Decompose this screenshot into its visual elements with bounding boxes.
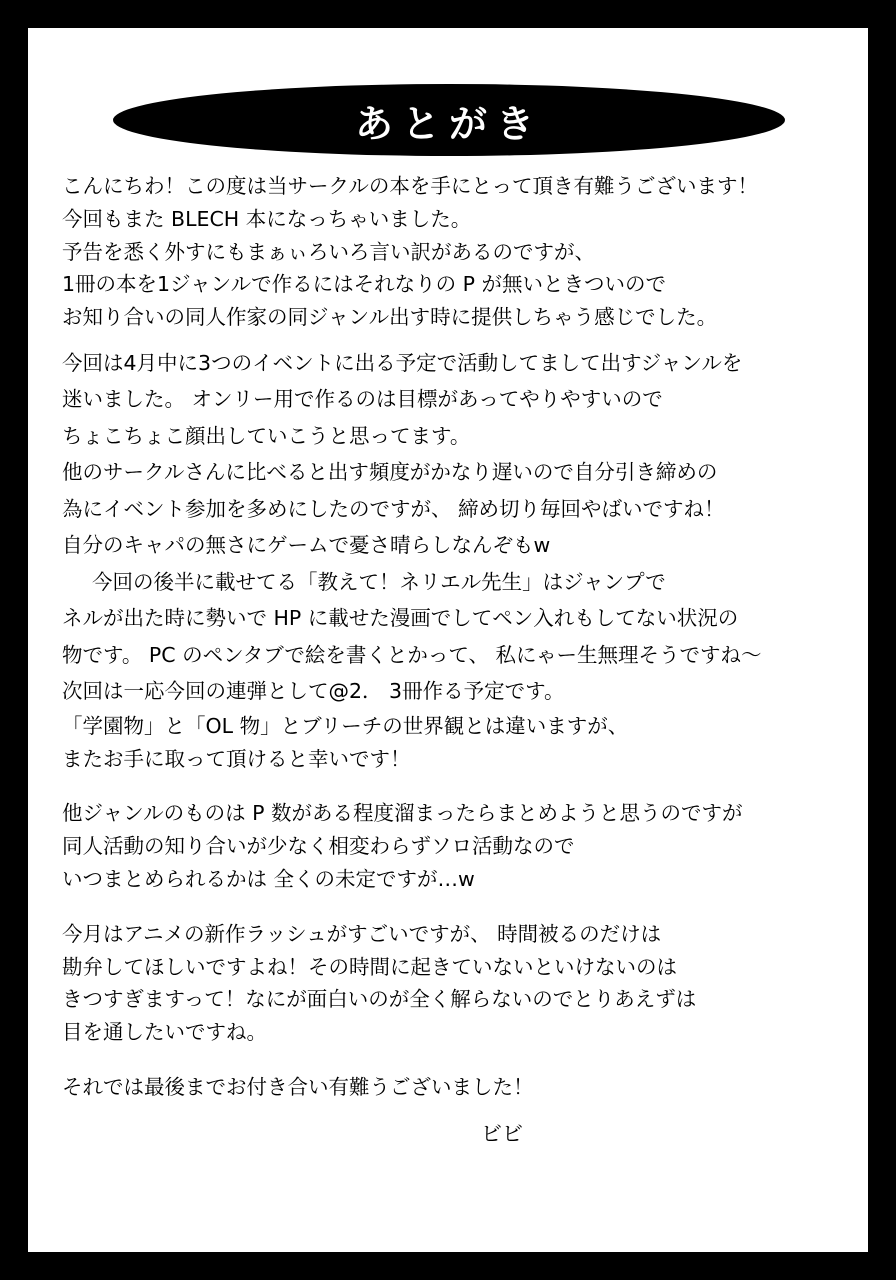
afterword-body [62,170,852,1162]
text-line: 物です。 PC のペンタブで絵を書くとかって、 私にゃー生無理そうですね〜 [62,642,762,667]
text-line: きつすぎますって！なにが面白いのが全く解らないのでとりあえずは [62,987,697,1012]
afterword-title-banner [113,84,785,156]
signature-area [62,1118,852,1162]
text-line: 迷いました。 オンリー用で作るのは目標があってやりやすいので [62,387,663,412]
text-line: 目を通したいですね。 [62,1020,267,1045]
document-page [28,28,868,1252]
text-line: 1冊の本を1ジャンルで作るにはそれなりの P が無いときついので [62,272,667,297]
paragraph-other-genres [62,797,852,895]
text-line: 今回もまた BLECH 本になっちゃいました。 [62,206,472,231]
text-line: 自分のキャパの無さにゲームで憂さ晴らしなんぞもw [62,533,551,558]
text-line: 勘弁してほしいですよね！その時間に起きていないといけないのは [62,954,677,979]
paragraph-events [62,345,852,454]
text-line: 他ジャンルのものは P 数がある程度溜まったらまとめようと思うのですが [62,801,743,826]
paragraph-spacer [62,1049,852,1071]
text-line: 予告を悉く外すにもまぁぃろいろ言い訳があるのですが、 [62,239,595,264]
text-line: 同人活動の知り合いが少なく相変わらずソロ活動なので [62,834,575,859]
paragraph-spacer [62,775,852,797]
paragraph-anime [62,918,852,1049]
text-line: またお手に取って頂けると幸いです！ [62,746,411,771]
text-line: 他のサークルさんに比べると出す頻度がかなり遅いので自分引き締めの [62,460,718,485]
author-signature: ビビ [481,1121,523,1146]
text-line: こんにちわ！この度は当サークルの本を手にとって頂き有難うございます！ [62,174,758,198]
paragraph-spacer [62,896,852,918]
paragraph-intro [62,170,852,334]
text-line: ちょこちょこ顔出していこうと思ってます。 [62,423,471,448]
paragraph-closing [62,1071,852,1104]
text-line: お知り合いの同人作家の同ジャンル出す時に提供しちゃう感じでした。 [62,305,718,330]
text-line: 今回の後半に載せてる「教えて！ネリエル先生」はジャンプで [92,569,666,594]
text-line: 次回は一応今回の連弾として@2． 3冊作る予定です。 [62,679,565,704]
text-line: 今月はアニメの新作ラッシュがすごいですが、 時間被るのだけは [62,921,662,946]
text-line: ネルが出た時に勢いで HP に載せた漫画でしてペン入れもしてない状況の [62,606,739,631]
text-line: 今回は4月中に3つのイベントに出る予定で活動してまして出すジャンルを [62,350,743,375]
text-line: 為にイベント参加を多めにしたのですが、 締め切り毎回やばいですね！ [62,496,725,521]
paragraph-frequency [62,454,852,563]
text-line: 「学園物」と「OL 物」とブリーチの世界観とは違いますが、 [62,713,629,738]
paragraph-spacer [62,334,852,345]
page-title: あとがき [354,101,543,146]
text-line: それでは最後までお付き合い有難うございました！ [62,1075,534,1099]
text-line: いつまとめられるかは 全くの未定ですが…w [62,867,475,892]
paragraph-neriel [62,564,852,776]
